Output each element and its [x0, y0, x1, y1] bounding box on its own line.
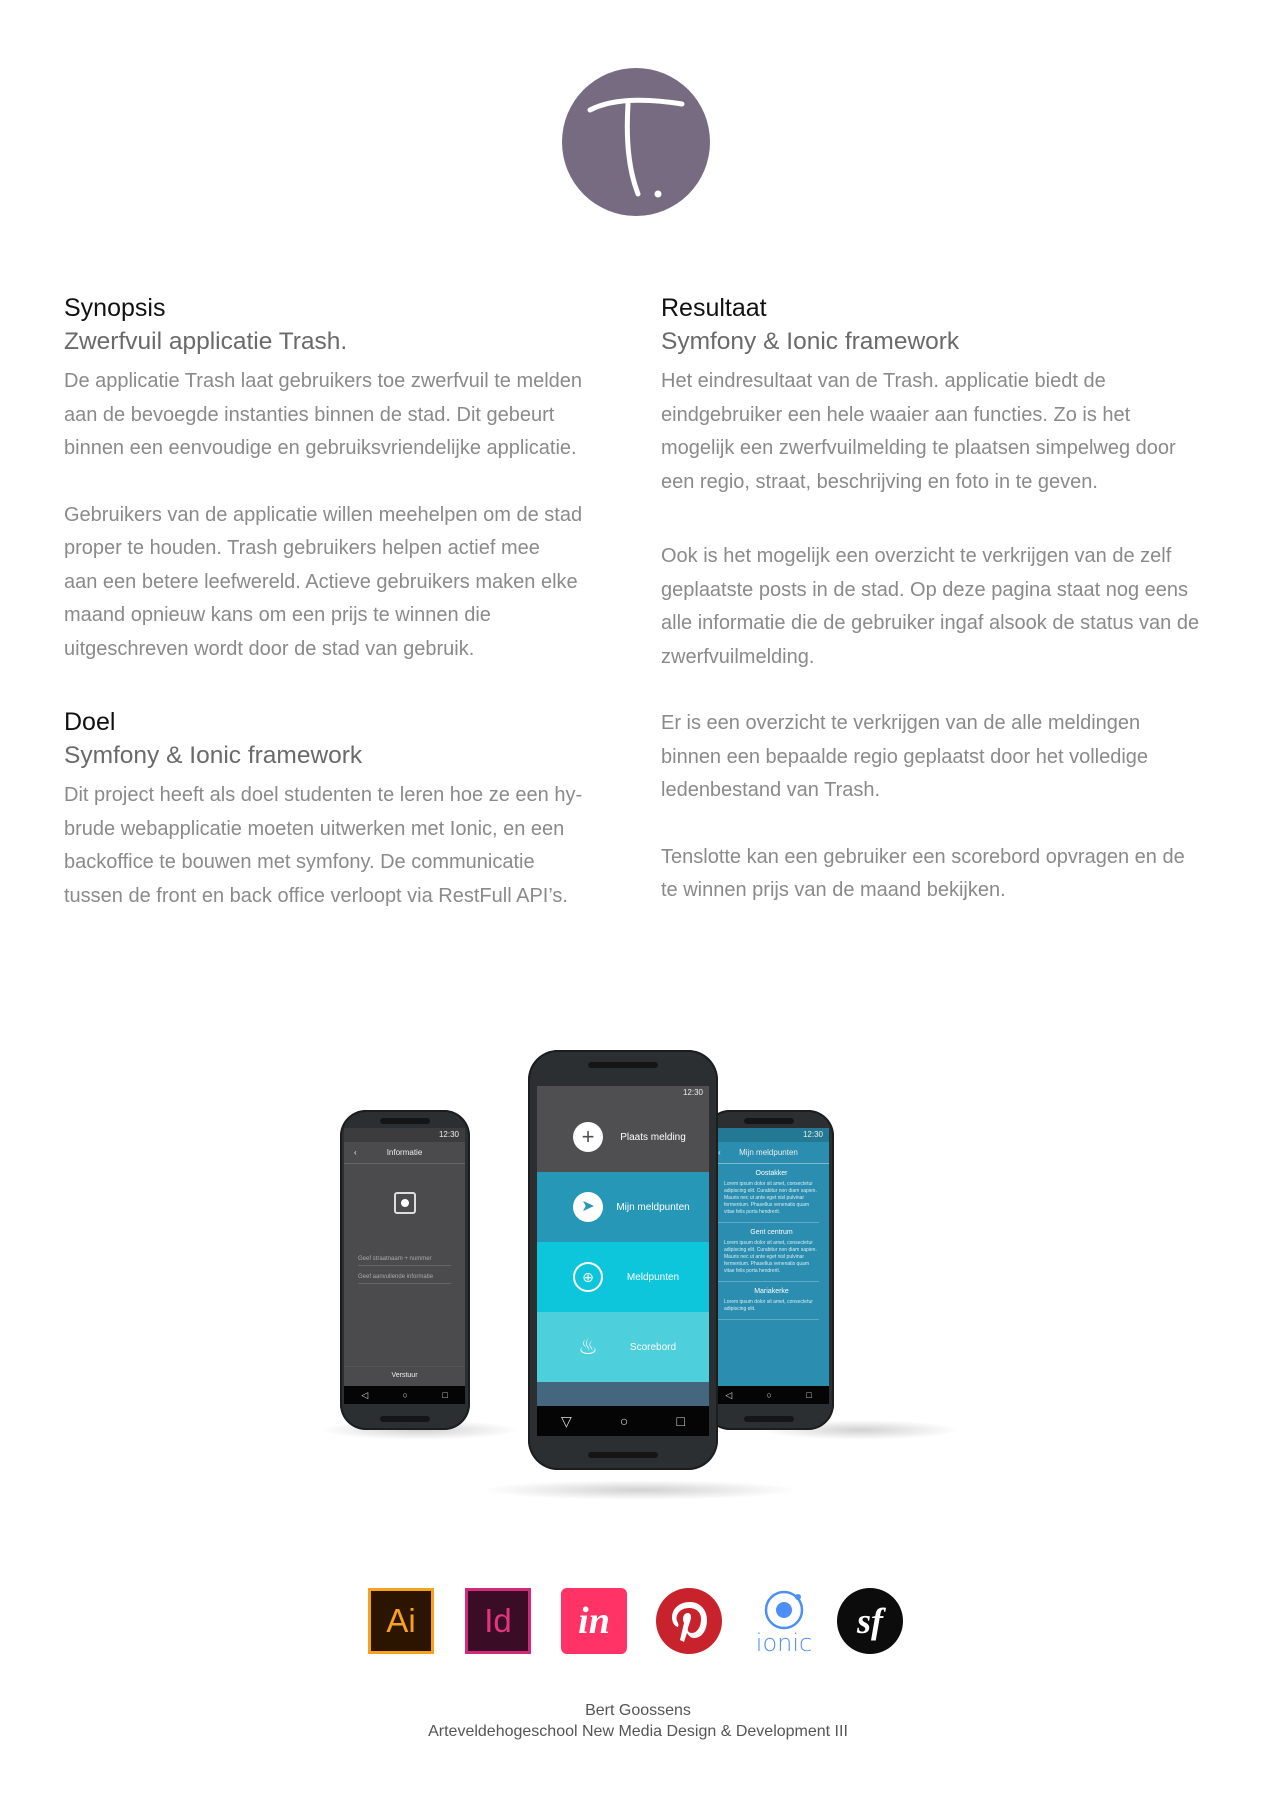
- author-name: Bert Goossens: [585, 1702, 691, 1719]
- list-item[interactable]: [718, 1288, 819, 1320]
- text-line: mogelijk een zwerfvuilmelding te plaatsen simpelweg door: [661, 437, 1176, 459]
- list-item-text: Lorem ipsum dolor sit amet, consectetur adipiscing elit.: [724, 1299, 813, 1312]
- screen-header: [708, 1142, 829, 1164]
- text-line: zwerfvuilmelding.: [661, 645, 815, 668]
- text-line: geplaatste posts in de stad. Op deze pagina staat nog eens: [661, 578, 1189, 601]
- synopsis-paragraph-2: [64, 499, 609, 667]
- nav-recent-icon[interactable]: □: [676, 1413, 685, 1429]
- trash-t-logo-icon: [562, 68, 710, 216]
- screen-title: Informatie: [386, 1148, 423, 1157]
- text-line: maand opnieuw kans om een prijs te winnen die: [64, 604, 491, 626]
- back-arrow-icon[interactable]: ‹: [354, 1148, 357, 1157]
- nav-back-icon[interactable]: ◁: [361, 1389, 369, 1400]
- text-line: proper te houden. Trash gebruikers helpen actief mee: [64, 537, 540, 559]
- resultaat-paragraph-2: [661, 540, 1206, 674]
- phones-mockup: [320, 1040, 960, 1500]
- send-button[interactable]: Verstuur: [344, 1366, 465, 1384]
- text-line: Dit project heeft als doel studenten te leren hoe ze een hy-: [64, 784, 583, 806]
- ionic-icon: [751, 1588, 817, 1657]
- list-item[interactable]: [718, 1229, 819, 1282]
- doel-title: Doel: [64, 708, 116, 736]
- street-input[interactable]: Geef straatnaam + nummer: [358, 1248, 451, 1266]
- resultaat-paragraph-1: [661, 365, 1206, 499]
- nav-back-icon[interactable]: ◁: [725, 1389, 733, 1400]
- phone-right-screen: [708, 1128, 829, 1404]
- invision-icon: [561, 1588, 627, 1654]
- globe-icon: ⊕: [573, 1262, 603, 1292]
- ionic-logo-icon: [762, 1588, 806, 1632]
- resultaat-paragraph-4: [661, 841, 1206, 908]
- menu-item-mijn-meldpunten[interactable]: [537, 1172, 709, 1242]
- text-line: een regio, straat, beschrijving en foto in te geven.: [661, 470, 1098, 493]
- text-line: backoffice te bouwen met symfony. De communicatie: [64, 851, 535, 873]
- list-item-title: Gent centrum: [750, 1229, 793, 1236]
- phone-left: [340, 1110, 470, 1430]
- menu-item-label: Meldpunten: [626, 1271, 680, 1283]
- status-bar: 12:30: [708, 1128, 829, 1142]
- synopsis-paragraph-1: [64, 365, 609, 466]
- screen-title: Mijn meldpunten: [739, 1148, 798, 1157]
- compass-icon: ➤: [573, 1192, 603, 1222]
- phone-left-screen: [344, 1128, 465, 1404]
- text-line: Het eindresultaat van de Trash. applicatie biedt de: [661, 370, 1106, 392]
- status-bar: 12:30: [344, 1128, 465, 1142]
- nav-back-icon[interactable]: ▽: [561, 1412, 572, 1429]
- screen-header: [344, 1142, 465, 1164]
- synopsis-title: Synopsis: [64, 294, 166, 322]
- illustrator-label: Ai: [386, 1602, 416, 1639]
- resultaat-title: Resultaat: [661, 294, 767, 322]
- text-line: binnen een eenvoudige en gebruiksvriendelijke applicatie.: [64, 437, 577, 459]
- list-item-title: Mariakerke: [754, 1288, 789, 1295]
- text-line: uitgeschreven wordt door de stad van gebruik.: [64, 637, 475, 660]
- text-line: De applicatie Trash laat gebruikers toe zwerfvuil te melden: [64, 370, 583, 392]
- illustrator-icon: [368, 1588, 434, 1654]
- text-line: Tenslotte kan een gebruiker een scorebord opvragen en de: [661, 845, 1185, 868]
- indesign-label: Id: [484, 1602, 512, 1639]
- indesign-icon: [465, 1588, 531, 1654]
- phone-center-screen: [537, 1086, 709, 1436]
- menu-item-label: Plaats melding: [620, 1131, 686, 1143]
- text-line: eindgebruiker een hele waaier aan functies. Zo is het: [661, 403, 1131, 426]
- tool-icons: [368, 1588, 908, 1658]
- phone-right: [704, 1110, 834, 1430]
- menu-item-label: Mijn meldpunten: [616, 1201, 690, 1213]
- trash-logo: [562, 68, 710, 216]
- text-line: te winnen prijs van de maand bekijken.: [661, 879, 1006, 901]
- nav-recent-icon[interactable]: □: [806, 1390, 812, 1400]
- menu-item-scorebord[interactable]: [537, 1312, 709, 1382]
- android-nav-bar: [708, 1386, 829, 1404]
- plus-icon: +: [573, 1122, 603, 1152]
- footer: [0, 1700, 1276, 1742]
- nav-home-icon[interactable]: ○: [766, 1390, 772, 1400]
- symfony-icon: [837, 1588, 903, 1654]
- android-nav-bar: [537, 1406, 709, 1436]
- back-arrow-icon[interactable]: ‹: [718, 1148, 721, 1157]
- text-line: Gebruikers van de applicatie willen meehelpen om de stad: [64, 503, 583, 526]
- menu-item-plaats-melding[interactable]: [537, 1102, 709, 1172]
- text-line: tussen de front en back office verloopt via RestFull API’s.: [64, 884, 568, 907]
- resultaat-subtitle: Symfony & Ionic framework: [661, 328, 960, 355]
- synopsis-subtitle: Zwerfvuil applicatie Trash.: [64, 328, 348, 355]
- flame-icon: ♨: [578, 1334, 598, 1359]
- list-item[interactable]: [718, 1170, 819, 1223]
- right-column: [661, 292, 1206, 908]
- doel-paragraph: [64, 779, 609, 913]
- text-line: Er is een overzicht te verkrijgen van de alle meldingen: [661, 712, 1141, 734]
- status-bar: 12:30: [537, 1086, 709, 1102]
- phone-center: [528, 1050, 718, 1470]
- text-line: Ook is het mogelijk een overzicht te verkrijgen van de zelf: [661, 545, 1172, 567]
- android-nav-bar: [344, 1386, 465, 1404]
- nav-recent-icon[interactable]: □: [442, 1390, 448, 1400]
- symfony-label: sf: [857, 1601, 883, 1641]
- text-line: aan de bevoegde instanties binnen de stad. Dit gebeurt: [64, 403, 555, 426]
- doel-subtitle: Symfony & Ionic framework: [64, 742, 363, 769]
- resultaat-paragraph-3: [661, 707, 1206, 808]
- text-line: ledenbestand van Trash.: [661, 779, 881, 801]
- menu-item-meldpunten[interactable]: [537, 1242, 709, 1312]
- pinterest-p-icon: [656, 1588, 722, 1654]
- nav-home-icon[interactable]: ○: [619, 1413, 629, 1429]
- ionic-label: ionic: [755, 1629, 813, 1657]
- nav-home-icon[interactable]: ○: [402, 1390, 408, 1400]
- invision-label: in: [578, 1600, 610, 1642]
- list-item-text: Lorem ipsum dolor sit amet, consectetur adipiscing elit. Curabitur non diam sapien. Mauris nec ut ante eget nisl pulvinar fermentum. Phasellus venenatis quam vitae felis porta hendrerit.: [724, 1240, 817, 1274]
- text-line: aan een betere leefwereld. Actieve gebruikers maken elke: [64, 570, 578, 593]
- menu-item-label: Scorebord: [629, 1341, 677, 1353]
- text-line: binnen een bepaalde regio geplaatst door het volledige: [661, 745, 1149, 768]
- text-line: brude webapplicatie moeten uitwerken met Ionic, en een: [64, 817, 565, 840]
- text-line: alle informatie die de gebruiker ingaf alsook de status van de: [661, 612, 1200, 634]
- pinterest-icon: [656, 1588, 722, 1654]
- list-item-title: Oostakker: [755, 1170, 788, 1177]
- school-name: Arteveldehogeschool New Media Design & Development III: [428, 1723, 848, 1740]
- info-input[interactable]: Geef aanvullende informatie: [358, 1266, 451, 1284]
- camera-icon[interactable]: [394, 1192, 416, 1214]
- left-column: [64, 292, 609, 913]
- list-item-text: Lorem ipsum dolor sit amet, consectetur adipiscing elit. Curabitur non diam sapien. Mauris nec ut ante eget nisl pulvinar fermentum. Phasellus venenatis quam vitae felis porta hendrerit.: [724, 1181, 817, 1215]
